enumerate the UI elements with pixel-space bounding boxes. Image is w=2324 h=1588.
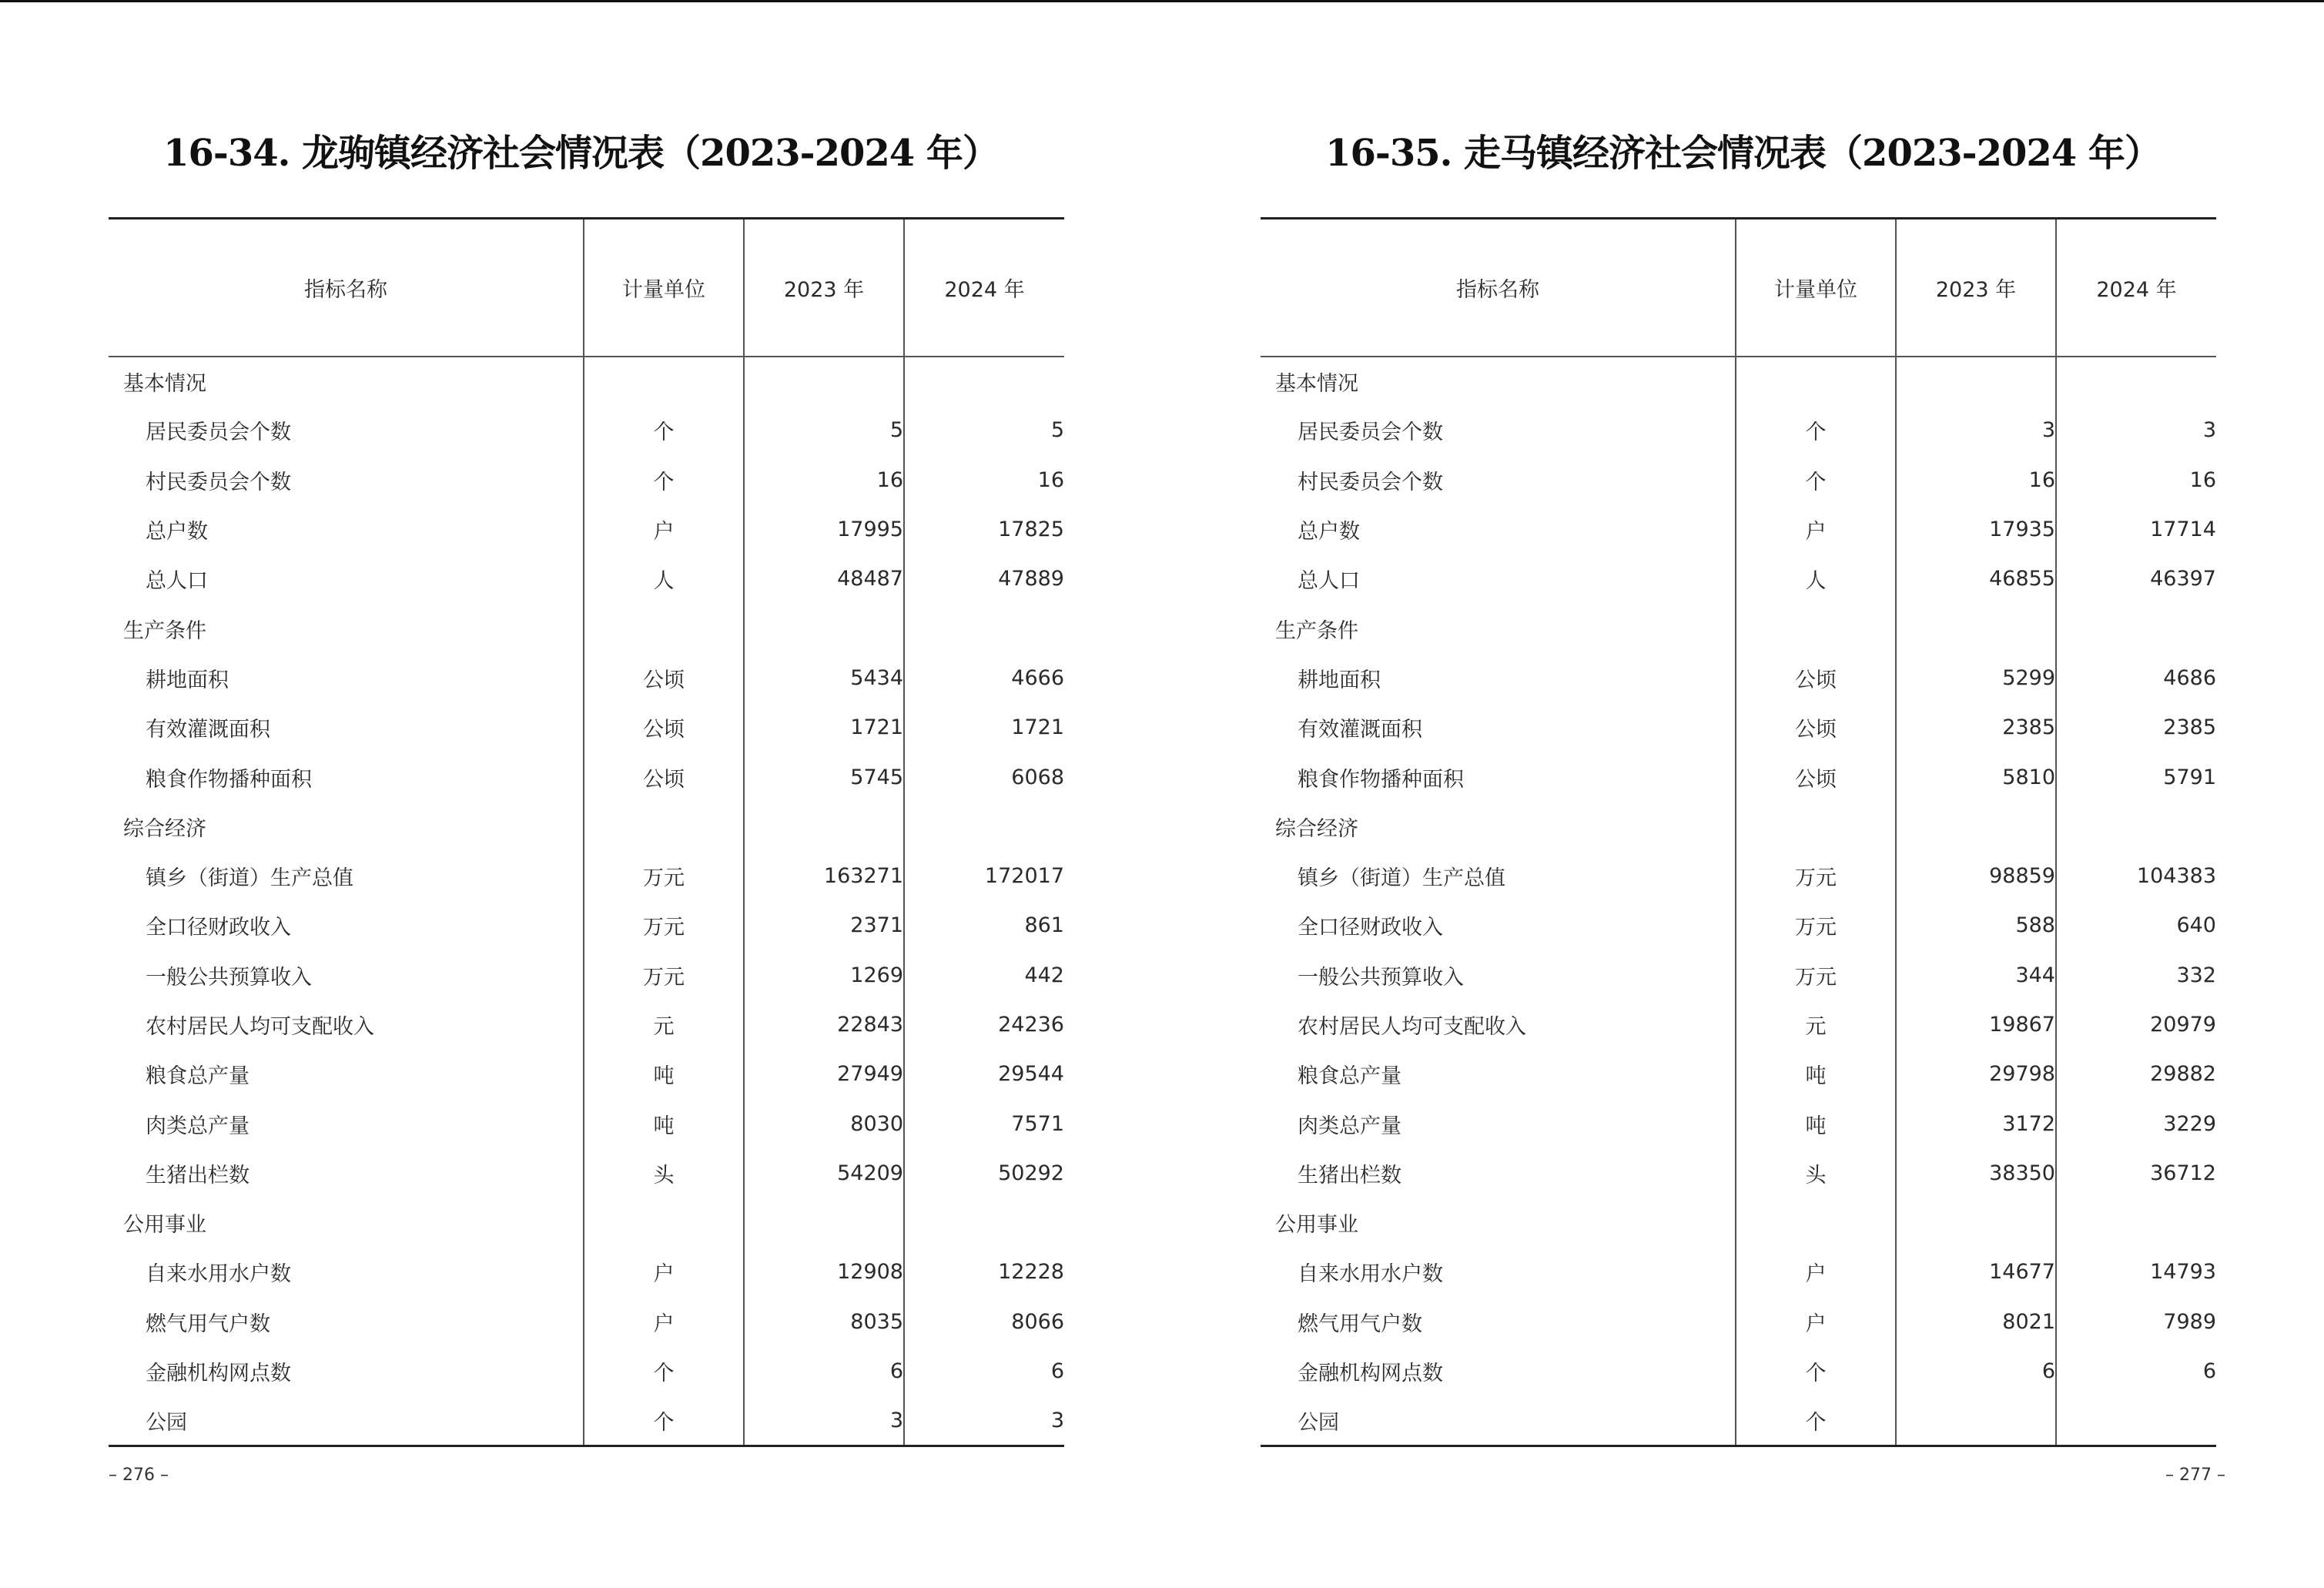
value-2023: 5434 — [744, 653, 904, 702]
value-2023: 344 — [1896, 950, 2056, 1000]
value-2024: 29544 — [904, 1050, 1064, 1099]
table-row — [1261, 455, 2216, 504]
unit-cell: 个 — [584, 455, 744, 504]
indicator-name: 粮食作物播种面积 — [146, 767, 312, 792]
indicator-name: 生猪出栏数 — [146, 1163, 249, 1188]
indicator-name: 镇乡（街道）生产总值 — [1298, 866, 1505, 891]
section-heading: 基本情况 — [1275, 371, 1358, 396]
table-row — [109, 455, 1064, 504]
section-heading: 综合经济 — [123, 816, 206, 841]
value-2024: 36712 — [2056, 1148, 2216, 1198]
table-row — [109, 1346, 1064, 1395]
unit-cell: 个 — [584, 1346, 744, 1395]
indicator-name: 粮食总产量 — [1298, 1064, 1401, 1089]
table-header-row — [109, 219, 1064, 357]
value-2024: 12228 — [904, 1248, 1064, 1297]
indicator-name: 耕地面积 — [146, 668, 229, 692]
indicator-name: 总人口 — [146, 569, 208, 594]
table-row — [1261, 1346, 2216, 1395]
table-row — [109, 901, 1064, 950]
right-stat-table — [1261, 217, 2216, 1447]
value-2024: 5 — [904, 406, 1064, 455]
unit-cell: 人 — [1736, 554, 1896, 604]
header-indicator-name: 指标名称 — [109, 219, 584, 357]
value-2024: 24236 — [904, 1000, 1064, 1049]
table-row — [109, 1099, 1064, 1148]
value-2024 — [2056, 1396, 2216, 1446]
unit-cell: 个 — [584, 406, 744, 455]
unit-cell: 公顷 — [584, 703, 744, 752]
section-heading: 综合经济 — [1275, 816, 1358, 841]
table-row — [1261, 901, 2216, 950]
value-2024: 4686 — [2056, 653, 2216, 702]
value-2023: 22843 — [744, 1000, 904, 1049]
unit-cell: 户 — [1736, 504, 1896, 554]
table-row — [1261, 406, 2216, 455]
indicator-name: 居民委员会个数 — [1298, 420, 1443, 445]
value-2023: 48487 — [744, 554, 904, 604]
value-2023: 5810 — [1896, 752, 2056, 802]
value-2023 — [1896, 1198, 2056, 1248]
unit-cell — [584, 357, 744, 406]
table-row — [109, 851, 1064, 900]
unit-cell: 吨 — [1736, 1099, 1896, 1148]
value-2024: 4666 — [904, 653, 1064, 702]
left-table-body — [109, 357, 1064, 1446]
section-heading: 公用事业 — [1275, 1213, 1358, 1238]
indicator-name: 农村居民人均可支配收入 — [1298, 1015, 1526, 1039]
value-2024: 46397 — [2056, 554, 2216, 604]
value-2024: 17825 — [904, 504, 1064, 554]
table-row — [1261, 1099, 2216, 1148]
right-table-title: 16-35. 走马镇经济社会情况表（2023-2024 年） — [1325, 132, 2161, 175]
table-row — [109, 1248, 1064, 1297]
section-row — [109, 357, 1064, 406]
header-year-2023: 2023 年 — [744, 219, 904, 357]
section-row — [109, 604, 1064, 653]
value-2024: 16 — [2056, 455, 2216, 504]
indicator-name: 总户数 — [146, 520, 208, 544]
value-2024: 2385 — [2056, 703, 2216, 752]
table-row — [1261, 703, 2216, 752]
value-2023: 16 — [744, 455, 904, 504]
unit-cell: 个 — [1736, 455, 1896, 504]
value-2024 — [904, 1198, 1064, 1248]
indicator-name: 村民委员会个数 — [146, 470, 291, 494]
value-2024 — [904, 357, 1064, 406]
unit-cell — [584, 604, 744, 653]
value-2024: 1721 — [904, 703, 1064, 752]
value-2024: 29882 — [2056, 1050, 2216, 1099]
table-row — [109, 703, 1064, 752]
table-row — [109, 1148, 1064, 1198]
value-2024: 5791 — [2056, 752, 2216, 802]
value-2024 — [904, 604, 1064, 653]
table-row — [109, 406, 1064, 455]
indicator-name: 公园 — [1261, 1396, 1736, 1446]
table-row — [1261, 752, 2216, 802]
value-2023: 1269 — [744, 950, 904, 1000]
unit-cell: 万元 — [1736, 950, 1896, 1000]
section-heading: 生产条件 — [123, 618, 206, 643]
value-2023: 5299 — [1896, 653, 2056, 702]
indicator-name: 总户数 — [1298, 520, 1360, 544]
unit-cell: 个 — [584, 1396, 744, 1446]
indicator-name: 肉类总产量 — [146, 1114, 249, 1138]
indicator-name: 一般公共预算收入 — [146, 965, 312, 990]
unit-cell: 公顷 — [584, 752, 744, 802]
section-heading: 基本情况 — [123, 371, 206, 396]
unit-cell — [1736, 357, 1896, 406]
section-row — [109, 802, 1064, 851]
value-2023: 16 — [1896, 455, 2056, 504]
unit-cell — [1736, 604, 1896, 653]
table-row — [109, 950, 1064, 1000]
value-2024 — [2056, 357, 2216, 406]
indicator-name: 总人口 — [1298, 569, 1360, 594]
indicator-name: 粮食总产量 — [146, 1064, 249, 1089]
value-2024 — [904, 802, 1064, 851]
value-2024: 172017 — [904, 851, 1064, 900]
indicator-name: 全口径财政收入 — [1298, 916, 1443, 940]
unit-cell: 人 — [584, 554, 744, 604]
value-2024: 6 — [2056, 1346, 2216, 1395]
value-2023: 1721 — [744, 703, 904, 752]
value-2023: 8021 — [1896, 1297, 2056, 1346]
indicator-name: 燃气用气户数 — [146, 1312, 270, 1336]
value-2024 — [2056, 1198, 2216, 1248]
value-2023: 19867 — [1896, 1000, 2056, 1049]
table-row — [109, 1396, 1064, 1446]
unit-cell: 户 — [584, 1297, 744, 1346]
value-2023: 29798 — [1896, 1050, 2056, 1099]
value-2024: 20979 — [2056, 1000, 2216, 1049]
table-row — [1261, 504, 2216, 554]
table-row — [1261, 1148, 2216, 1198]
table-row — [109, 1297, 1064, 1346]
table-row — [109, 1050, 1064, 1099]
indicator-name: 镇乡（街道）生产总值 — [146, 866, 353, 891]
header-unit: 计量单位 — [1736, 219, 1896, 357]
value-2023: 8035 — [744, 1297, 904, 1346]
unit-cell: 万元 — [584, 950, 744, 1000]
unit-cell: 吨 — [1736, 1050, 1896, 1099]
indicator-name: 全口径财政收入 — [146, 916, 291, 940]
value-2024: 17714 — [2056, 504, 2216, 554]
indicator-name: 自来水用水户数 — [146, 1262, 291, 1287]
value-2023: 2371 — [744, 901, 904, 950]
table-row — [109, 554, 1064, 604]
table-row — [1261, 1396, 2216, 1446]
table-row — [1261, 653, 2216, 702]
unit-cell: 万元 — [584, 901, 744, 950]
indicator-name: 有效灌溉面积 — [1298, 718, 1422, 742]
unit-cell — [584, 1198, 744, 1248]
page-number: – 276 – — [109, 1466, 169, 1485]
indicator-name: 村民委员会个数 — [1298, 470, 1443, 494]
header-year-2023: 2023 年 — [1896, 219, 2056, 357]
section-row — [1261, 1198, 2216, 1248]
value-2023 — [1896, 357, 2056, 406]
value-2024: 640 — [2056, 901, 2216, 950]
section-heading: 公用事业 — [123, 1213, 206, 1238]
unit-cell: 元 — [1736, 1000, 1896, 1049]
right-table-body — [1261, 357, 2216, 1446]
value-2023 — [744, 802, 904, 851]
section-heading: 生产条件 — [1275, 618, 1358, 643]
table-row — [1261, 554, 2216, 604]
unit-cell: 万元 — [1736, 901, 1896, 950]
value-2023: 54209 — [744, 1148, 904, 1198]
value-2024: 7989 — [2056, 1297, 2216, 1346]
value-2023 — [1896, 1396, 2056, 1446]
unit-cell: 头 — [1736, 1148, 1896, 1198]
unit-cell: 个 — [1736, 1396, 1896, 1446]
value-2023: 17935 — [1896, 504, 2056, 554]
table-row — [109, 1000, 1064, 1049]
table-row — [109, 653, 1064, 702]
unit-cell: 公顷 — [584, 653, 744, 702]
value-2024: 7571 — [904, 1099, 1064, 1148]
value-2024: 442 — [904, 950, 1064, 1000]
value-2023: 6 — [744, 1346, 904, 1395]
table-row — [109, 752, 1064, 802]
section-row — [1261, 604, 2216, 653]
value-2023: 27949 — [744, 1050, 904, 1099]
unit-cell: 个 — [1736, 406, 1896, 455]
value-2023: 5 — [744, 406, 904, 455]
indicator-name: 耕地面积 — [1298, 668, 1381, 692]
unit-cell: 头 — [584, 1148, 744, 1198]
value-2024: 332 — [2056, 950, 2216, 1000]
unit-cell: 万元 — [1736, 851, 1896, 900]
header-year-2024: 2024 年 — [904, 219, 1064, 357]
right-page — [1162, 0, 2324, 1588]
table-row — [109, 504, 1064, 554]
value-2024: 3 — [904, 1396, 1064, 1446]
value-2023: 3172 — [1896, 1099, 2056, 1148]
value-2024: 50292 — [904, 1148, 1064, 1198]
indicator-name: 有效灌溉面积 — [146, 718, 270, 742]
left-stat-table — [109, 217, 1064, 1447]
table-row — [1261, 950, 2216, 1000]
unit-cell: 户 — [584, 504, 744, 554]
value-2023 — [1896, 604, 2056, 653]
indicator-name: 公园 — [109, 1396, 584, 1446]
table-row — [1261, 1000, 2216, 1049]
unit-cell — [584, 802, 744, 851]
value-2023: 46855 — [1896, 554, 2056, 604]
value-2023: 14677 — [1896, 1248, 2056, 1297]
value-2023: 2385 — [1896, 703, 2056, 752]
header-unit: 计量单位 — [584, 219, 744, 357]
unit-cell: 吨 — [584, 1050, 744, 1099]
value-2023: 588 — [1896, 901, 2056, 950]
indicator-name: 金融机构网点数 — [1298, 1362, 1443, 1386]
unit-cell — [1736, 1198, 1896, 1248]
unit-cell: 公顷 — [1736, 752, 1896, 802]
unit-cell: 公顷 — [1736, 703, 1896, 752]
unit-cell: 元 — [584, 1000, 744, 1049]
value-2024: 3 — [2056, 406, 2216, 455]
indicator-name: 粮食作物播种面积 — [1298, 767, 1464, 792]
value-2023 — [744, 357, 904, 406]
unit-cell — [1736, 802, 1896, 851]
table-row — [1261, 851, 2216, 900]
value-2024: 16 — [904, 455, 1064, 504]
unit-cell: 公顷 — [1736, 653, 1896, 702]
header-indicator-name: 指标名称 — [1261, 219, 1736, 357]
value-2024: 861 — [904, 901, 1064, 950]
value-2023: 8030 — [744, 1099, 904, 1148]
value-2024 — [2056, 604, 2216, 653]
unit-cell: 户 — [584, 1248, 744, 1297]
unit-cell: 户 — [1736, 1248, 1896, 1297]
value-2023: 3 — [1896, 406, 2056, 455]
value-2024 — [2056, 802, 2216, 851]
table-row — [1261, 1248, 2216, 1297]
unit-cell: 吨 — [584, 1099, 744, 1148]
section-row — [109, 1198, 1064, 1248]
section-row — [1261, 357, 2216, 406]
value-2023: 98859 — [1896, 851, 2056, 900]
unit-cell: 万元 — [584, 851, 744, 900]
value-2023 — [744, 1198, 904, 1248]
indicator-name: 肉类总产量 — [1298, 1114, 1401, 1138]
page-number: – 277 – — [2165, 1466, 2225, 1485]
indicator-name: 金融机构网点数 — [146, 1362, 291, 1386]
section-row — [1261, 802, 2216, 851]
value-2023: 38350 — [1896, 1148, 2056, 1198]
unit-cell: 个 — [1736, 1346, 1896, 1395]
indicator-name: 燃气用气户数 — [1298, 1312, 1422, 1336]
value-2024: 6 — [904, 1346, 1064, 1395]
value-2024: 104383 — [2056, 851, 2216, 900]
value-2024: 14793 — [2056, 1248, 2216, 1297]
value-2024: 47889 — [904, 554, 1064, 604]
value-2024: 8066 — [904, 1297, 1064, 1346]
value-2024: 3229 — [2056, 1099, 2216, 1148]
indicator-name: 自来水用水户数 — [1298, 1262, 1443, 1287]
indicator-name: 生猪出栏数 — [1298, 1163, 1401, 1188]
value-2023: 6 — [1896, 1346, 2056, 1395]
table-row — [1261, 1297, 2216, 1346]
value-2023 — [1896, 802, 2056, 851]
table-header-row — [1261, 219, 2216, 357]
value-2023: 163271 — [744, 851, 904, 900]
indicator-name: 一般公共预算收入 — [1298, 965, 1464, 990]
unit-cell: 户 — [1736, 1297, 1896, 1346]
header-year-2024: 2024 年 — [2056, 219, 2216, 357]
left-table-title: 16-34. 龙驹镇经济社会情况表（2023-2024 年） — [163, 132, 999, 175]
value-2023 — [744, 604, 904, 653]
value-2023: 3 — [744, 1396, 904, 1446]
table-row — [1261, 1050, 2216, 1099]
value-2023: 12908 — [744, 1248, 904, 1297]
indicator-name: 居民委员会个数 — [146, 420, 291, 445]
indicator-name: 农村居民人均可支配收入 — [146, 1015, 374, 1039]
value-2023: 5745 — [744, 752, 904, 802]
value-2023: 17995 — [744, 504, 904, 554]
value-2024: 6068 — [904, 752, 1064, 802]
